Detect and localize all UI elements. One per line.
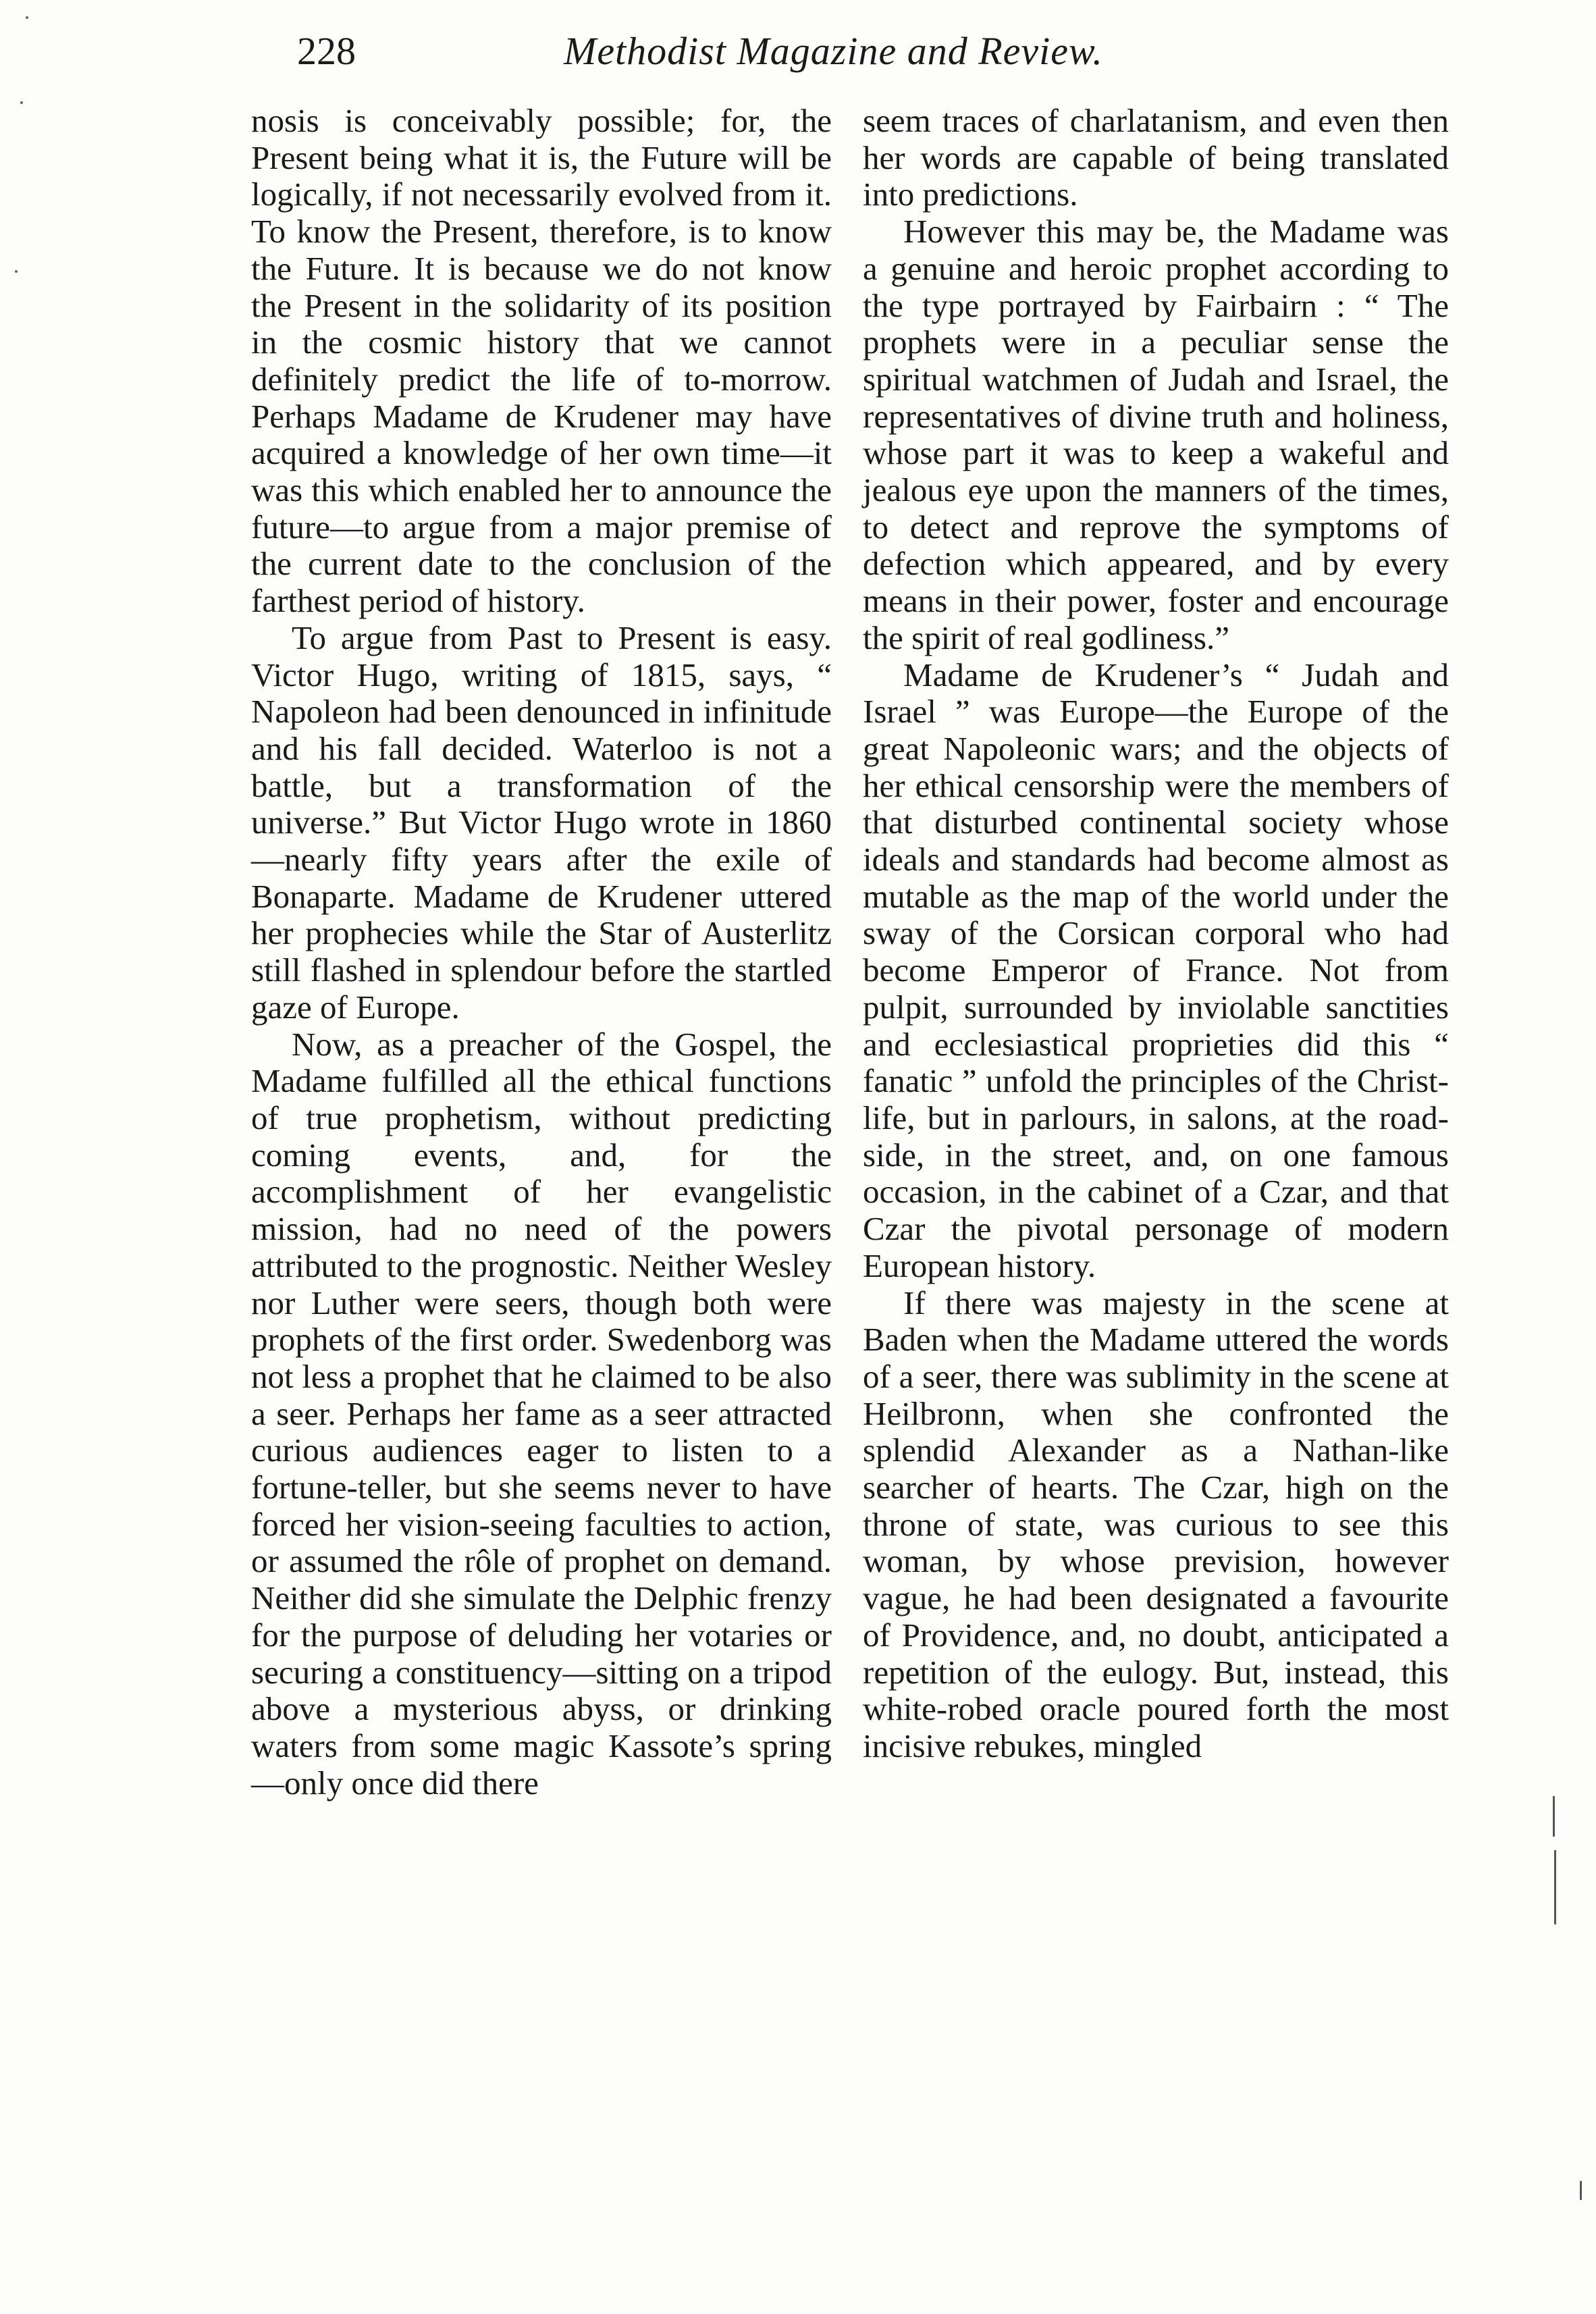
scan-edge-mark: [1580, 2181, 1582, 2200]
paragraph: nosis is conceivably possible; for, the Present being what it is, the Future will be logically, if not necessarily evolved from it. To know the Present, therefore, is to know the Future. It is because we do not know the Present in the solidarity of its position in the cosmic history that we cannot definitely predict the life of to-morrow. Perhaps Madame de Krudener may have acquired a knowledge of her own time—it was this which enabled her to announce the future—to argue from a major premise of the current date to the conclusion of the farthest period of history.: [251, 102, 832, 620]
scan-speck: [20, 101, 23, 104]
journal-title: Methodist Magazine and Review.: [564, 29, 1103, 73]
paragraph: If there was majesty in the scene at Baden when the Madame uttered the words of a seer, there was sublimity in the scene at Heilbronn, when she confronted the splendid Alexander as a Nathan-like searcher of hearts. The Czar, high on the throne of state, was curious to see this woman, by whose prevision, however vague, he had been designated a favourite of Providence, and, no doubt, anticipated a repetition of the eulogy. But, instead, this white-robed oracle poured forth the most incisive rebukes, mingled: [863, 1284, 1449, 1764]
paragraph: To argue from Past to Present is easy. Victor Hugo, writing of 1815, says, “ Napoleon had been denounced in infinitude and his fall decided. Waterloo is not a battle, but a transformation of the universe.” But Victor Hugo wrote in 1860—nearly fifty years after the exile of Bonaparte. Madame de Krudener uttered her prophecies while the Star of Austerlitz still flashed in splendour before the startled gaze of Europe.: [251, 619, 832, 1026]
paragraph: Now, as a preacher of the Gospel, the Madame fulfilled all the ethical functions of true prophetism, without predicting coming events, and, for the accomplishment of her evangelistic mission, had no need of the powers attributed to the prognostic. Neither Wesley nor Luther were seers, though both were prophets of the first order. Swedenborg was not less a prophet that he claimed to be also a seer. Perhaps her fame as a seer attracted curious audiences eager to listen to a fortune-teller, but she seems never to have forced her vision-seeing faculties to action, or assumed the rôle of prophet on demand. Neither did she simulate the Delphic frenzy for the purpose of deluding her votaries or securing a constituency—sitting on a tripod above a mysterious abyss, or drinking waters from some magic Kassote’s spring—only once did there: [251, 1025, 832, 1802]
paragraph: However this may be, the Madame was a genuine and heroic prophet according to the type portrayed by Fairbairn : “ The prophets were in a peculiar sense the spiritual watchmen of Judah and Israel, the representatives of divine truth and holiness, whose part it was to keep a wakeful and jealous eye upon the manners of the times, to detect and reprove the symptoms of defection which appeared, and by every means in their power, foster and encourage the spirit of real godliness.”: [863, 213, 1449, 656]
page-number: 228: [297, 29, 356, 73]
running-head: [297, 24, 1175, 78]
scan-edge-mark: [1553, 1796, 1555, 1837]
left-column: [251, 103, 832, 1802]
paragraph: seem traces of charlatanism, and even then her words are capable of being translated into predictions.: [863, 102, 1449, 213]
paragraph: Madame de Krudener’s “ Judah and Israel ” was Europe—the Europe of the great Napoleonic wars; and the objects of her ethical censorship were the members of that disturbed continental society whose ideals and standards had become almost as mutable as the map of the world under the sway of the Corsican corporal who had become Emperor of France. Not from pulpit, surrounded by inviolable sanctities and ecclesiastical proprieties did this “ fanatic ” unfold the principles of the Christ-life, but in parlours, in salons, at the road-side, in the street, and, on one famous occasion, in the cabinet of a Czar, and that Czar the pivotal personage of modern European history.: [863, 656, 1449, 1284]
scan-edge-mark: [1554, 1850, 1556, 1924]
right-column: [863, 103, 1449, 1765]
scan-speck: [26, 16, 28, 19]
scan-speck: [15, 270, 18, 273]
